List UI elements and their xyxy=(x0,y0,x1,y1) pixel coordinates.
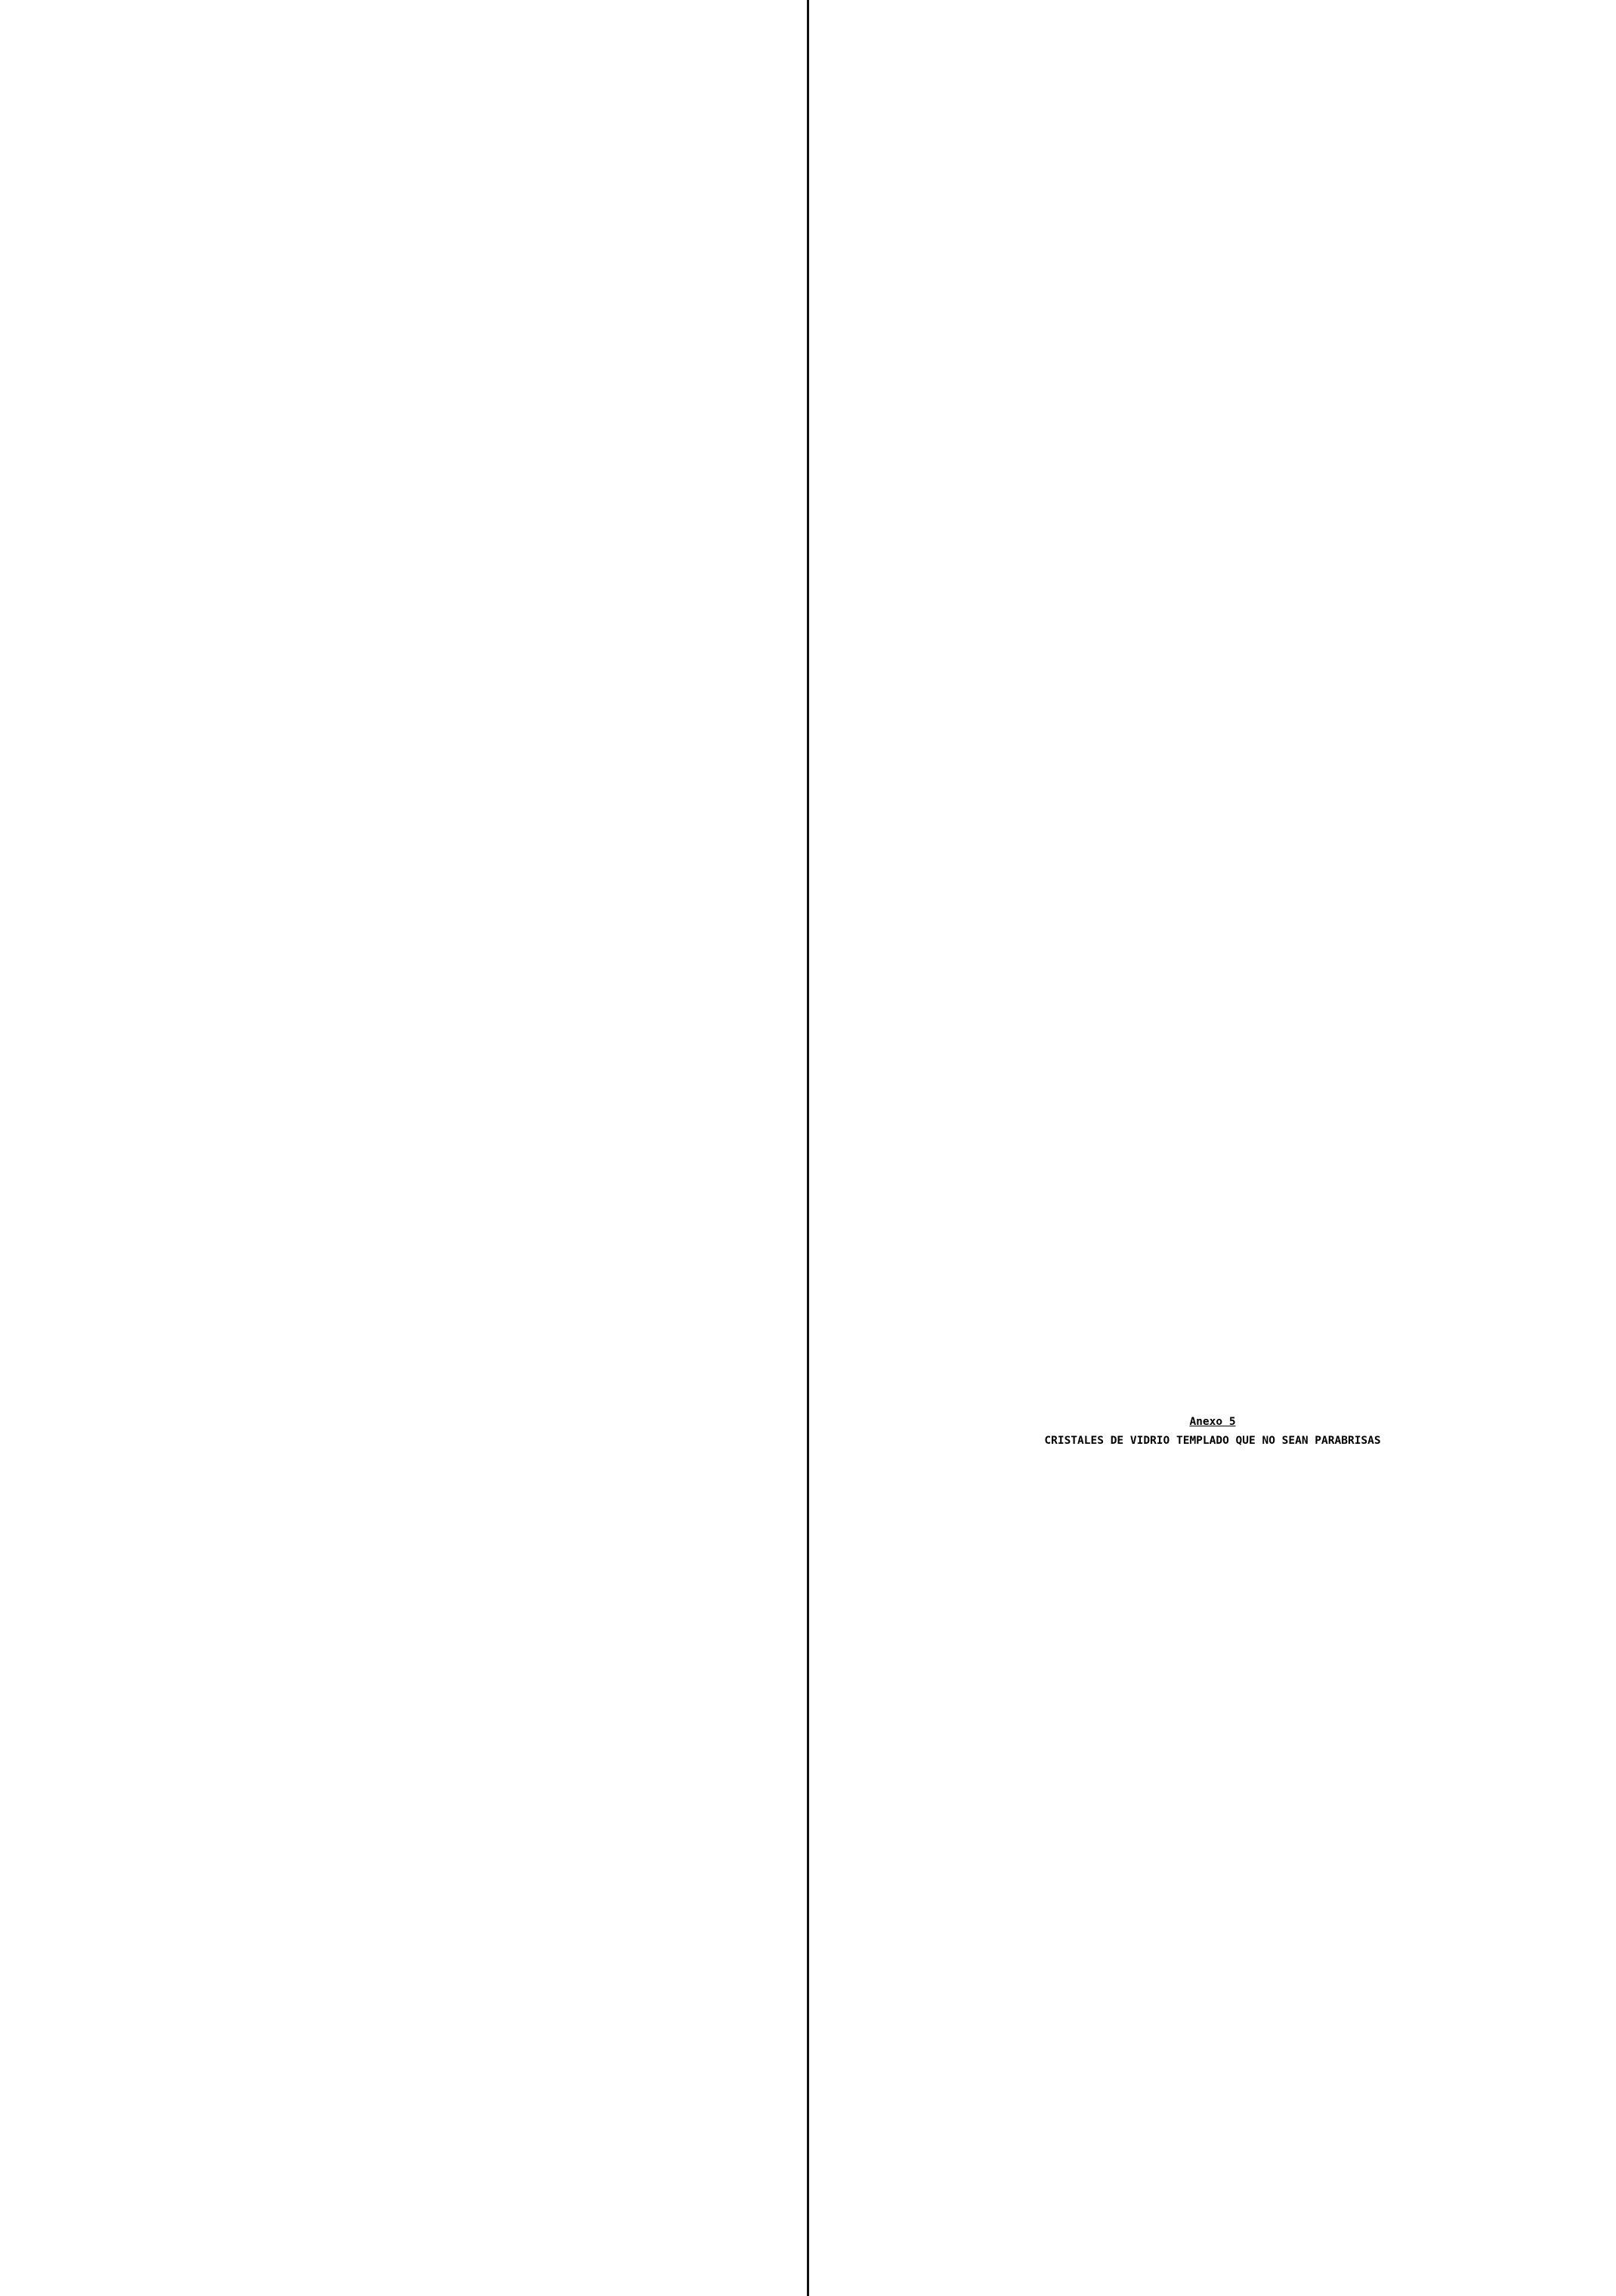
annex-title: Anexo 5 xyxy=(1189,1416,1236,1428)
annex-subtitle: CRISTALES DE VIDRIO TEMPLADO QUE NO SEAN PARABRISAS xyxy=(1044,1435,1381,1447)
annex-heading xyxy=(831,1413,1594,1451)
column-divider xyxy=(807,0,809,2296)
